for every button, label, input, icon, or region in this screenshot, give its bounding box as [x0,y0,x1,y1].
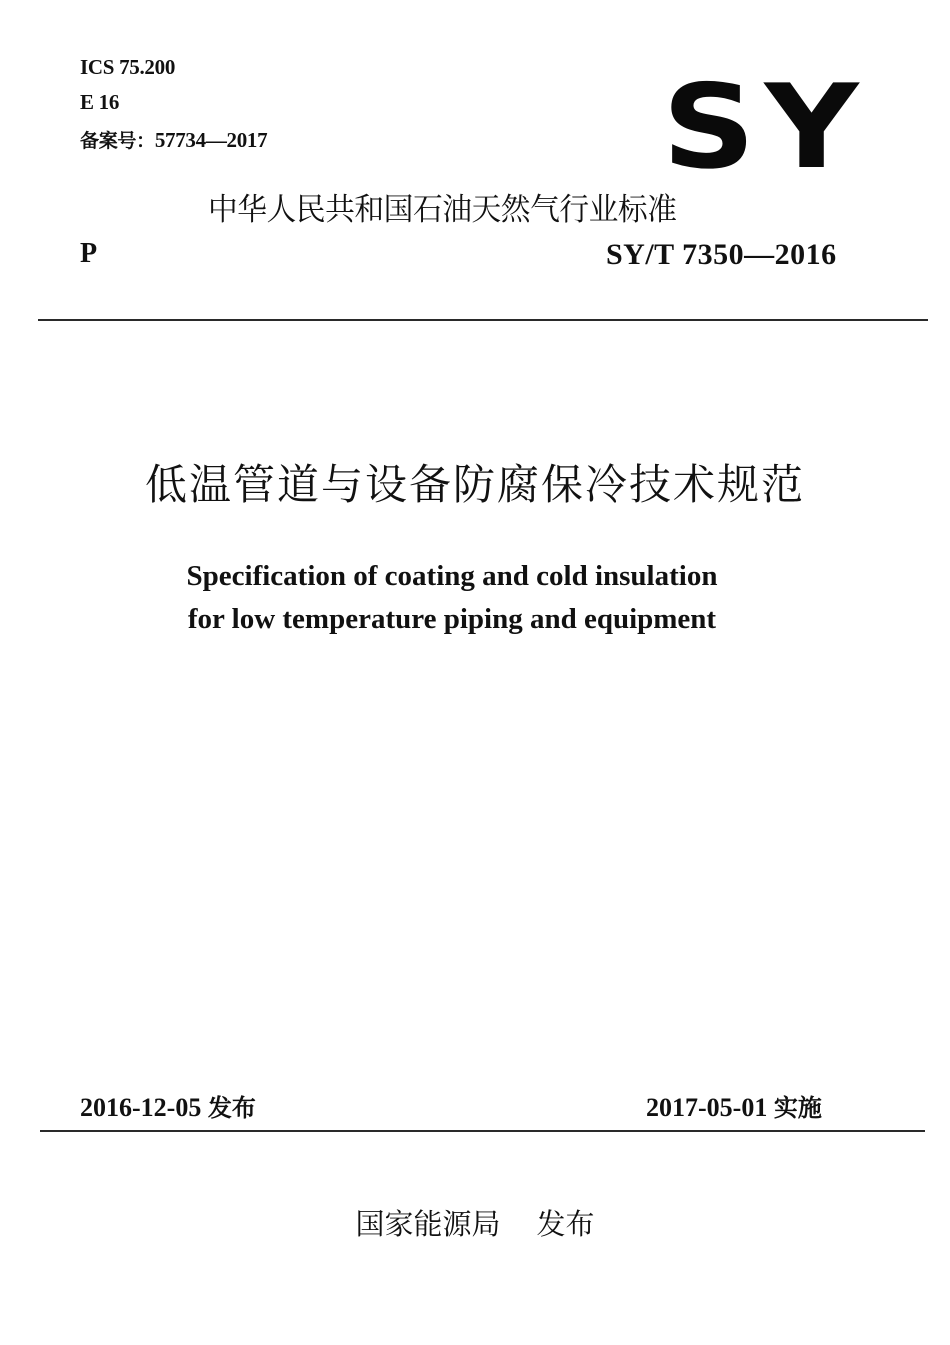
implementation-date [646,1088,822,1123]
record-value: 57734—2017 [154,128,268,152]
ccs-code: E 16 [80,90,120,114]
title-english-line1: Specification of coating and cold insulation [186,560,718,592]
title-english-line2: for low temperature piping and equipment [187,603,717,635]
publisher-name: 国家能源局 [355,1207,501,1241]
standard-number: SY/T 7350—2016 [606,238,837,271]
bottom-divider [40,1130,925,1132]
issue-label: 发布 [207,1094,256,1122]
record-number [80,126,267,153]
issue-date-value: 2016-12-05 [80,1093,202,1122]
record-label: 备案号： [80,130,155,152]
issue-date [80,1088,256,1123]
publisher-action: 发布 [536,1207,595,1241]
category-letter: P [80,238,98,269]
top-divider [38,319,928,321]
publisher [0,1202,950,1243]
implementation-label: 实施 [773,1094,822,1122]
implementation-date-value: 2017-05-01 [646,1093,768,1122]
ics-code: ICS 75.200 [80,55,176,79]
title-chinese: 低温管道与设备防腐保冷技术规范 [144,460,805,509]
industry-standard-heading: 中华人民共和国石油天然气行业标准 [208,192,677,228]
sy-logo: SY [662,60,868,195]
